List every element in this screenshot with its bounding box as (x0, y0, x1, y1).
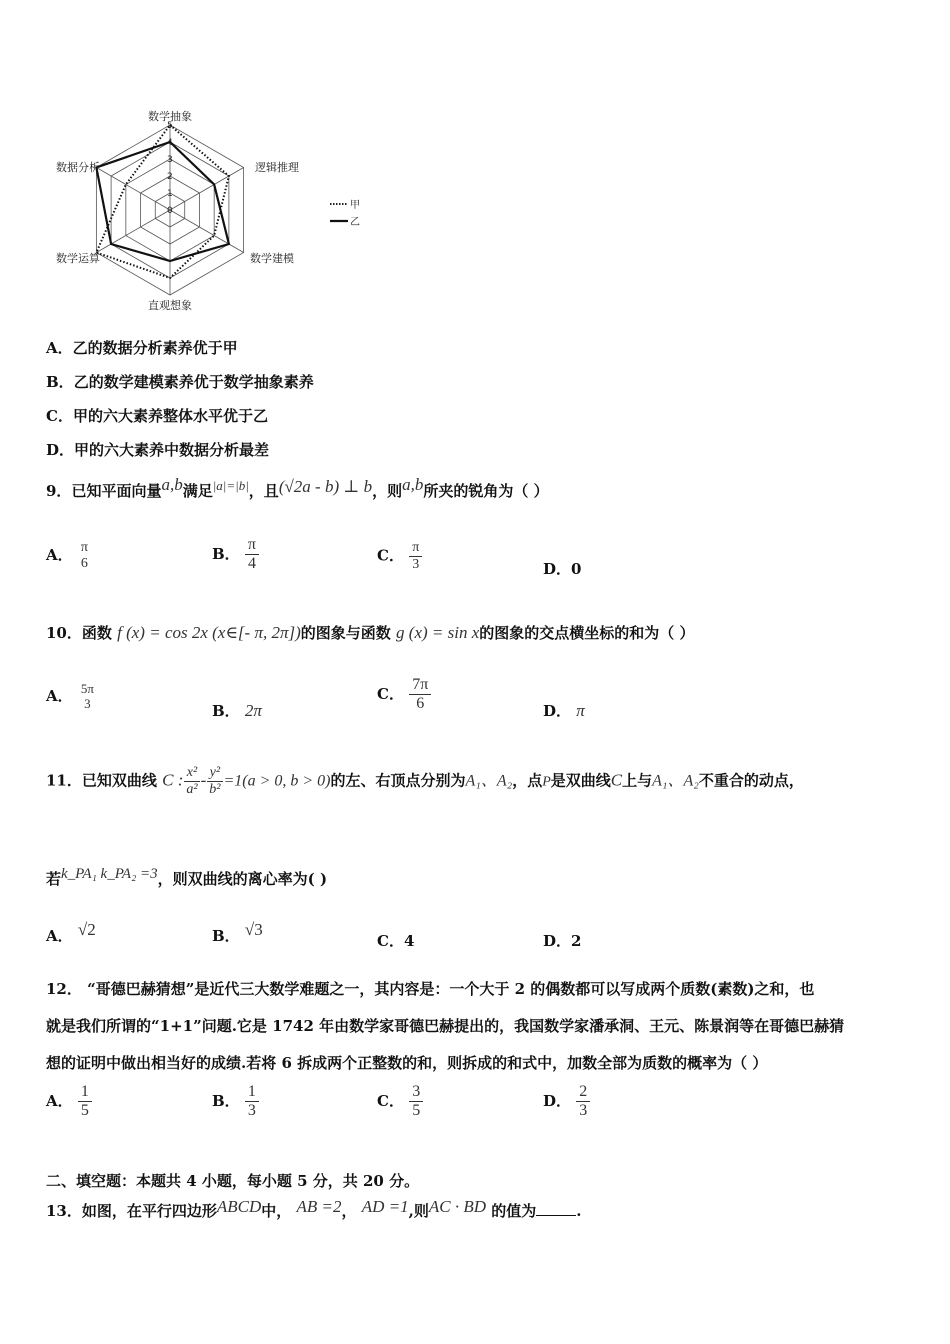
q8-option-d: D．甲的六大素养中数据分析最差 (46, 441, 270, 459)
q10-option-c: C． $\frac{7\pi}{6}$ (377, 676, 431, 714)
radar-tick-label: 0 (167, 206, 173, 216)
legend (330, 199, 360, 228)
radar-spoke (170, 210, 244, 253)
q11-option-d: D．2 (543, 932, 582, 950)
radar-axis-label: 数学运算 (56, 252, 100, 265)
legend-label-jia: 甲 (350, 200, 360, 211)
q11-stem-2: 若k_PA₁ k_PA₂ =3，则双曲线的离心率为( ) (46, 866, 328, 888)
q12-line-3: 想的证明中做出相当好的成绩.若将 6 拆成两个正整数的和，则拆成的和式中，加数全部为质数的概率为（ ） (46, 1054, 768, 1072)
q10-option-d: D． π (543, 701, 585, 720)
radar-spoke (170, 168, 244, 211)
radar-tick-label: 4 (167, 138, 173, 148)
radar-tick-label: 5 (167, 121, 173, 131)
q12-option-c: C． $\frac{3}{5}$ (377, 1083, 423, 1121)
q12-line-2: 就是我们所谓的“1+1”问题.它是 1742 年由数学家哥德巴赫提出的，我国数学家潘承洞、王元、陈景润等在哥德巴赫猜 (46, 1017, 845, 1035)
answer-blank[interactable] (536, 1201, 576, 1216)
q9-stem: 9．已知平面向量a,b满足|a|=|b|，且(√2a - b) ⊥ b，则a,b所夹的锐角为（ ） (46, 475, 549, 500)
radar-series-yi (96, 142, 229, 261)
radar-spoke (96, 210, 170, 253)
radar-axis-label: 数学建模 (250, 252, 294, 265)
radar-axis-label: 逻辑推理 (255, 161, 299, 174)
radar-tick-label: 2 (167, 172, 173, 182)
q11-option-a: A． √2 (46, 920, 96, 945)
radar-axis-label: 直观想象 (148, 299, 192, 312)
q9-option-b: B． $\frac{\pi}{4}$ (212, 536, 259, 574)
q11-option-b: B． √3 (212, 920, 263, 945)
q11-stem: 11．已知双曲线 C : $\frac{\text{x²}}{\text{a²}}$ - $\frac{\text{y²}}{\text{b²}}$ =1(a > 0, b > 0)的左、右顶点分别为A₁、A₂，点P是双曲线C上与A₁、A₂不重合的动点， (46, 765, 804, 798)
q12-option-a: A． $\frac{1}{5}$ (46, 1083, 92, 1121)
radar-tick-label: 3 (167, 155, 173, 165)
q10-option-a: A． 5π 3 (46, 681, 94, 711)
q12-line-1: 12． “哥德巴赫猜想”是近代三大数学难题之一，其内容是：一个大于 2 的偶数都可以写成两个质数(素数)之和，也 (46, 980, 815, 998)
radar-chart (40, 100, 380, 320)
q11-option-c: C．4 (377, 932, 415, 950)
section-heading: 二、填空题：本题共 4 小题，每小题 5 分，共 20 分。 (46, 1172, 420, 1190)
q8-option-b: B．乙的数学建模素养优于数学抽象素养 (46, 373, 314, 391)
q9-option-c: C． $\frac{\pi}{3}$ (377, 540, 422, 573)
q10-stem: 10．函数 f (x) = cos 2x (x∈[- π, 2π])的图象与函数 g (x) = sin x的图象的交点横坐标的和为（ ） (46, 623, 695, 642)
radar-axis-label: 数学抽象 (148, 110, 192, 123)
q9-option-d: D．0 (543, 560, 582, 578)
q12-option-d: D． $\frac{2}{3}$ (543, 1083, 590, 1121)
q10-option-b: B． 2π (212, 701, 262, 720)
radar-axis-label: 数据分析 (56, 161, 100, 174)
q12-option-b: B． $\frac{1}{3}$ (212, 1083, 259, 1121)
q8-option-a: A．乙的数据分析素养优于甲 (46, 339, 238, 357)
q13-stem: 13．如图，在平行四边形ABCD中， AB =2， AD =1,则AC · BD 的值为 . (46, 1197, 582, 1220)
q8-option-c: C．甲的六大素养整体水平优于乙 (46, 407, 268, 425)
legend-label-yi: 乙 (350, 217, 360, 228)
radar-grid (96, 121, 243, 295)
radar-tick-label: 1 (167, 189, 173, 199)
q9-option-a: A． π 6 (46, 540, 88, 572)
